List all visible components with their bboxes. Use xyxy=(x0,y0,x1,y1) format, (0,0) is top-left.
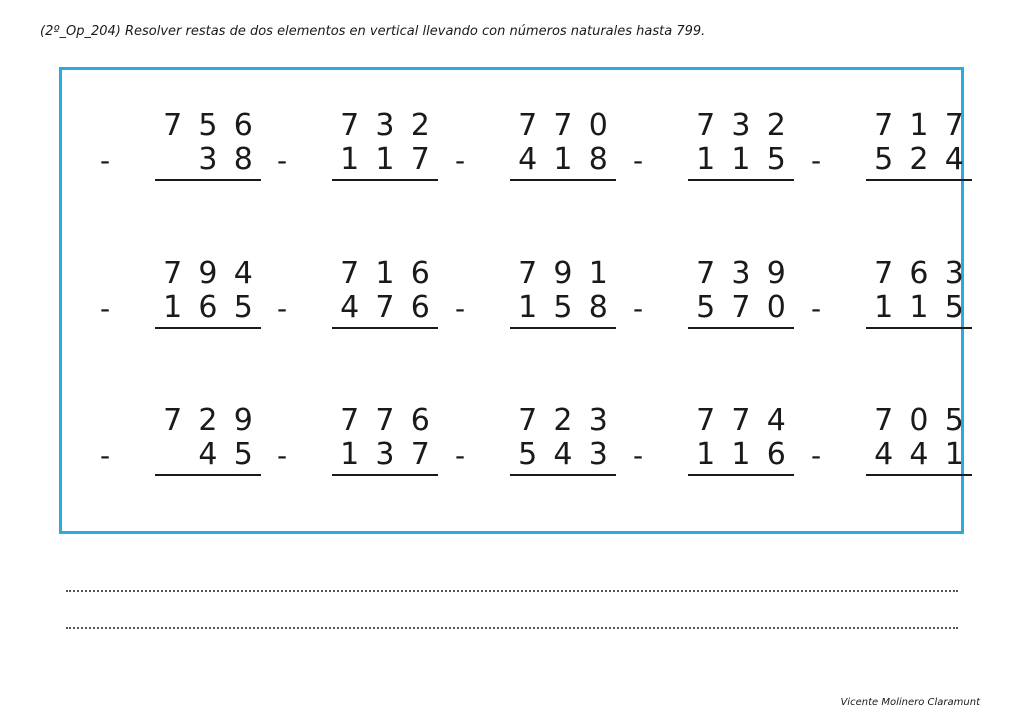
subtrahend-digit: 7 xyxy=(375,289,395,325)
minus-sign: - xyxy=(811,438,822,472)
subtrahend xyxy=(332,139,438,181)
minuend-digit: 5 xyxy=(944,402,964,438)
subtrahend-digit: 1 xyxy=(731,141,751,177)
subtrahend xyxy=(510,434,616,476)
subtrahend-row xyxy=(811,140,976,180)
minuend-digit: 0 xyxy=(909,402,929,438)
subtrahend-digit: 5 xyxy=(233,436,253,472)
subtrahend-digit: 4 xyxy=(944,141,964,177)
minus-sign: - xyxy=(811,291,822,325)
subtraction-problem xyxy=(811,255,964,345)
exercise-box xyxy=(59,67,964,534)
subtrahend-row xyxy=(455,435,620,475)
minuend-digit: 7 xyxy=(163,255,183,291)
subtrahend-digit: 6 xyxy=(766,436,786,472)
minuend-digit: 3 xyxy=(588,402,608,438)
subtrahend-digit: 6 xyxy=(410,289,430,325)
minuend-digit: 7 xyxy=(163,107,183,143)
minuend-digit: 7 xyxy=(340,402,360,438)
subtrahend-digit: 5 xyxy=(696,289,716,325)
subtrahend-row xyxy=(455,140,620,180)
minuend-digit: 5 xyxy=(198,107,218,143)
subtrahend-digit: 1 xyxy=(553,141,573,177)
subtraction-problem xyxy=(277,402,430,492)
minuend-digit: 0 xyxy=(588,107,608,143)
minuend-digit: 2 xyxy=(553,402,573,438)
subtrahend-digit: 1 xyxy=(163,289,183,325)
subtraction-problem xyxy=(633,402,786,492)
subtrahend xyxy=(866,287,972,329)
subtrahend-digit: 8 xyxy=(588,289,608,325)
subtrahend-digit: 1 xyxy=(874,289,894,325)
minuend-digit: 6 xyxy=(410,255,430,291)
subtrahend-digit: 7 xyxy=(410,141,430,177)
subtrahend xyxy=(688,434,794,476)
subtrahend xyxy=(155,434,261,476)
subtrahend xyxy=(332,434,438,476)
subtrahend-digit: 3 xyxy=(198,141,218,177)
minuend-digit: 3 xyxy=(944,255,964,291)
subtrahend-row xyxy=(277,140,442,180)
subtrahend-row xyxy=(633,435,798,475)
subtraction-problem xyxy=(277,107,430,197)
subtrahend-digit: 5 xyxy=(766,141,786,177)
minuend-digit: 9 xyxy=(766,255,786,291)
subtrahend-digit: 1 xyxy=(909,289,929,325)
subtraction-problem xyxy=(455,107,608,197)
subtrahend-digit: 1 xyxy=(518,289,538,325)
subtraction-problem xyxy=(100,255,253,345)
minuend-digit: 7 xyxy=(518,402,538,438)
subtrahend-row xyxy=(100,140,265,180)
minus-sign: - xyxy=(277,143,288,177)
subtrahend-digit: 1 xyxy=(375,141,395,177)
subtraction-problem xyxy=(100,402,253,492)
worksheet-title: (2º_Op_204) Resolver restas de dos elementos en vertical llevando con números naturales hasta 799. xyxy=(40,24,706,39)
minus-sign: - xyxy=(455,438,466,472)
minuend-digit: 7 xyxy=(553,107,573,143)
subtrahend xyxy=(866,434,972,476)
subtrahend-digit: 4 xyxy=(874,436,894,472)
minuend-digit: 7 xyxy=(340,107,360,143)
minuend-digit: 1 xyxy=(588,255,608,291)
subtrahend-row xyxy=(633,140,798,180)
minus-sign: - xyxy=(277,291,288,325)
subtrahend-digit: 1 xyxy=(340,436,360,472)
subtrahend-digit: 4 xyxy=(198,436,218,472)
minuend-digit: 7 xyxy=(518,255,538,291)
subtrahend-digit: 5 xyxy=(874,141,894,177)
minus-sign: - xyxy=(455,143,466,177)
minuend-digit: 7 xyxy=(874,402,894,438)
minus-sign: - xyxy=(455,291,466,325)
subtraction-problem xyxy=(633,255,786,345)
subtrahend-digit: 4 xyxy=(909,436,929,472)
subtrahend-digit: 3 xyxy=(588,436,608,472)
minuend-digit: 7 xyxy=(874,255,894,291)
subtrahend-row xyxy=(811,435,976,475)
subtraction-problem xyxy=(811,107,964,197)
subtrahend-row xyxy=(455,288,620,328)
minuend-digit: 9 xyxy=(553,255,573,291)
subtraction-problem xyxy=(811,402,964,492)
minus-sign: - xyxy=(100,438,111,472)
minuend-digit: 7 xyxy=(944,107,964,143)
subtrahend-digit: 5 xyxy=(553,289,573,325)
minuend-digit: 7 xyxy=(696,107,716,143)
answer-line[interactable] xyxy=(66,590,958,592)
minuend-digit: 3 xyxy=(731,107,751,143)
subtrahend-digit: 7 xyxy=(410,436,430,472)
subtrahend-digit: 4 xyxy=(553,436,573,472)
subtraction-problem xyxy=(455,402,608,492)
subtrahend-row xyxy=(811,288,976,328)
answer-line[interactable] xyxy=(66,627,958,629)
minus-sign: - xyxy=(811,143,822,177)
minuend-digit: 7 xyxy=(696,255,716,291)
minuend-digit: 3 xyxy=(375,107,395,143)
minus-sign: - xyxy=(100,291,111,325)
subtraction-problem xyxy=(633,107,786,197)
subtrahend-row xyxy=(100,288,265,328)
minuend-digit: 7 xyxy=(874,107,894,143)
subtrahend-row xyxy=(277,288,442,328)
minus-sign: - xyxy=(633,143,644,177)
minuend-digit: 6 xyxy=(410,402,430,438)
minuend-digit: 4 xyxy=(233,255,253,291)
minuend-digit: 9 xyxy=(198,255,218,291)
minuend-digit: 1 xyxy=(909,107,929,143)
minuend-digit: 7 xyxy=(518,107,538,143)
minuend-digit: 9 xyxy=(233,402,253,438)
author-credit: Vicente Molinero Claramunt xyxy=(840,697,980,708)
subtrahend-digit: 1 xyxy=(340,141,360,177)
subtraction-problem xyxy=(455,255,608,345)
subtrahend-row xyxy=(633,288,798,328)
minus-sign: - xyxy=(277,438,288,472)
minuend-digit: 1 xyxy=(375,255,395,291)
minus-sign: - xyxy=(633,438,644,472)
subtrahend-digit: 1 xyxy=(944,436,964,472)
subtrahend xyxy=(332,287,438,329)
subtrahend-digit: 7 xyxy=(731,289,751,325)
subtrahend-digit: 6 xyxy=(198,289,218,325)
minuend-digit: 7 xyxy=(340,255,360,291)
subtrahend xyxy=(688,139,794,181)
subtrahend-digit: 1 xyxy=(731,436,751,472)
minus-sign: - xyxy=(100,143,111,177)
subtrahend xyxy=(866,139,972,181)
subtrahend-digit: 2 xyxy=(909,141,929,177)
subtrahend-digit: 0 xyxy=(766,289,786,325)
subtrahend xyxy=(510,139,616,181)
subtrahend xyxy=(688,287,794,329)
minuend-digit: 6 xyxy=(909,255,929,291)
minus-sign: - xyxy=(633,291,644,325)
subtrahend-digit: 8 xyxy=(588,141,608,177)
subtrahend-row xyxy=(277,435,442,475)
subtrahend-digit: 5 xyxy=(518,436,538,472)
minuend-digit: 3 xyxy=(731,255,751,291)
minuend-digit: 7 xyxy=(163,402,183,438)
subtrahend-digit: 4 xyxy=(518,141,538,177)
subtrahend-digit: 5 xyxy=(944,289,964,325)
minuend-digit: 4 xyxy=(766,402,786,438)
minuend-digit: 7 xyxy=(696,402,716,438)
subtrahend-row xyxy=(100,435,265,475)
subtrahend-digit: 4 xyxy=(340,289,360,325)
subtrahend-digit: 3 xyxy=(375,436,395,472)
minuend-digit: 2 xyxy=(410,107,430,143)
minuend-digit: 2 xyxy=(766,107,786,143)
minuend-digit: 6 xyxy=(233,107,253,143)
subtrahend xyxy=(155,287,261,329)
minuend-digit: 2 xyxy=(198,402,218,438)
subtraction-problem xyxy=(277,255,430,345)
subtrahend-digit: 8 xyxy=(233,141,253,177)
subtrahend xyxy=(155,139,261,181)
minuend-digit: 7 xyxy=(731,402,751,438)
subtrahend-digit: 1 xyxy=(696,436,716,472)
subtrahend-digit: 1 xyxy=(696,141,716,177)
subtrahend-digit: 5 xyxy=(233,289,253,325)
subtrahend xyxy=(510,287,616,329)
minuend-digit: 7 xyxy=(375,402,395,438)
subtraction-problem xyxy=(100,107,253,197)
